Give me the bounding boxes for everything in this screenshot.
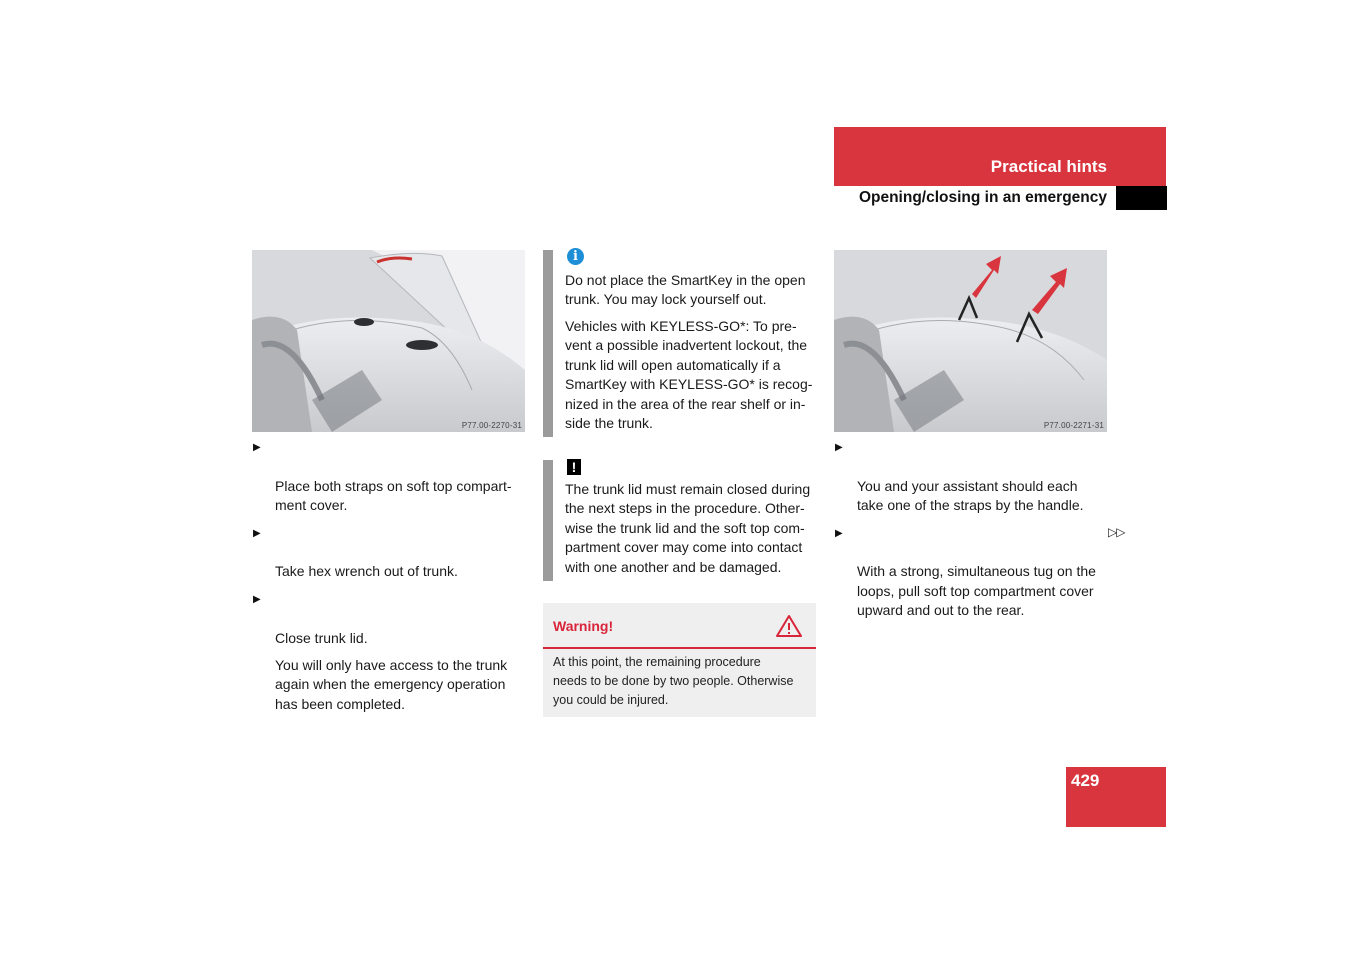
step-list (835, 438, 1117, 621)
caution-text: The trunk lid must remain closed during the next steps in the procedure. Other- wise the trunk lid and the soft top com- partment cover may come into contact with one another and be damaged. (565, 481, 811, 575)
warning-divider (543, 647, 816, 649)
bullet-triangle-icon: ▶ (253, 593, 261, 605)
step-text: Place both straps on soft top compart- ment cover. (275, 477, 512, 514)
figure-code: P77.00-2270-31 (461, 421, 522, 430)
page-number: 429 (1071, 771, 1100, 790)
list-item (253, 438, 530, 516)
bullet-triangle-icon: ▶ (253, 442, 261, 453)
section-title: Practical hints (990, 157, 1107, 176)
list-item (835, 438, 1117, 516)
figure-code: P77.00-2271-31 (1043, 421, 1104, 430)
subsection-title: Opening/closing in an emergency (858, 189, 1107, 206)
caution-bar (543, 460, 553, 581)
warning-text: At this point, the remaining procedure needs to be done by two people. Otherwise you could be injured. (553, 655, 794, 708)
exclamation-icon: ! (567, 459, 581, 475)
figure-pull-straps (834, 250, 1107, 432)
info-text-1: Do not place the SmartKey in the open trunk. You may lock yourself out. (565, 272, 806, 308)
bullet-triangle-icon: ▶ (253, 527, 261, 539)
step-text: You and your assistant should each take one of the straps by the handle. (857, 477, 1084, 514)
bullet-triangle-icon: ▶ (835, 527, 843, 539)
step-list (253, 438, 530, 714)
step-note: You will only have access to the trunk again when the emergency operation has been completed. (275, 657, 508, 712)
list-item (253, 590, 530, 648)
warning-title: Warning! (553, 618, 614, 634)
continued-marker: ▷▷ (1108, 525, 1125, 539)
info-text-2: Vehicles with KEYLESS-GO*: To pre- vent a possible inadvertent lockout, the trunk lid will open automatically if a SmartKey with KEYLESS-GO* is recog- nized in the area of the rear shelf or in- side the trunk. (565, 318, 813, 432)
step-text: With a strong, simultaneous tug on the loops, pull soft top compartment cover upward and out to the rear. (857, 563, 1096, 619)
header-black-tab (1116, 186, 1167, 210)
warning-box (543, 603, 816, 717)
step-text: Close trunk lid. (275, 629, 368, 646)
info-icon: i (567, 248, 584, 265)
car-illustration-straps (834, 250, 1107, 432)
warning-triangle-icon (775, 614, 803, 638)
car-illustration-trunk-open (252, 250, 525, 432)
step-text: Take hex wrench out of trunk. (275, 563, 458, 580)
figure-trunk-open (252, 250, 525, 432)
list-item (253, 524, 530, 582)
bullet-triangle-icon: ▶ (835, 442, 843, 453)
list-item (835, 524, 1117, 621)
info-bar (543, 250, 553, 437)
